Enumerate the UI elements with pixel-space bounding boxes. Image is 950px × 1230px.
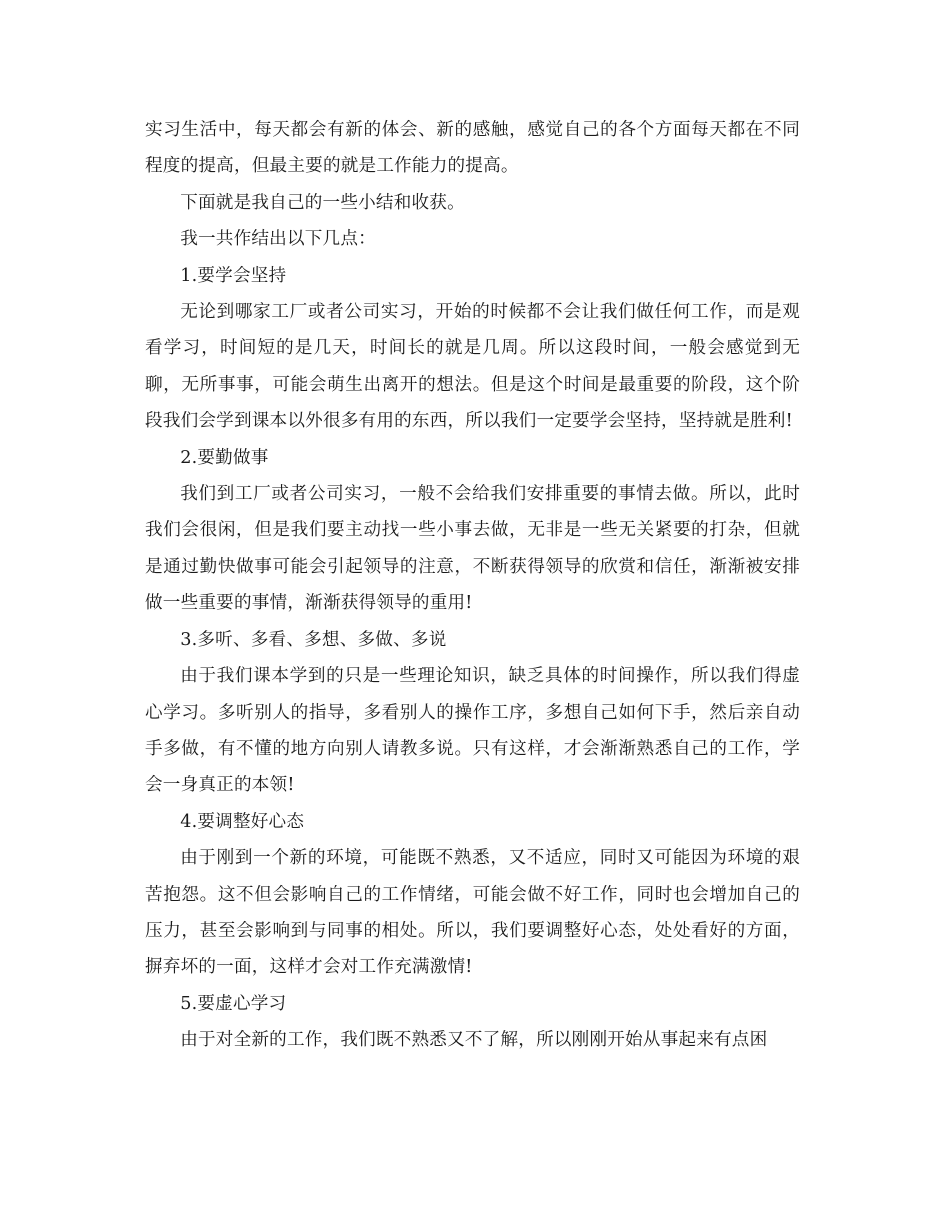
paragraph-points-lead: 我一共作结出以下几点：	[180, 229, 376, 250]
document-body	[145, 112, 800, 1059]
paragraph-section-2: 我们到工厂或者公司实习，一般不会给我们安排重要的事情去做。所以，此时我们会很闲，但是我们要主动找一些小事去做，无非是一些无关紧要的打杂，但就是通过勤快做事可能会引起领导的注意，不断获得领导的欣赏和信任，渐渐被安排做一些重要的事情，渐渐获得领导的重用!	[145, 484, 800, 614]
paragraph-intro: 实习生活中，每天都会有新的体会、新的感触，感觉自己的各个方面每天都在不同程度的提高，但最主要的就是工作能力的提高。	[145, 120, 800, 177]
paragraph-summary-lead: 下面就是我自己的一些小结和收获。	[180, 192, 465, 213]
section-heading-1: 1.要学会坚持	[180, 265, 287, 286]
section-heading-5: 5.要虚心学习	[180, 993, 287, 1014]
section-heading-2: 2.要勤做事	[180, 447, 269, 468]
section-heading-3: 3.多听、多看、多想、多做、多说	[180, 629, 447, 650]
paragraph-section-5: 由于对全新的工作，我们既不熟悉又不了解，所以刚刚开始从事起来有点困	[180, 1030, 768, 1051]
section-heading-4: 4.要调整好心态	[180, 811, 305, 832]
paragraph-section-1: 无论到哪家工厂或者公司实习，开始的时候都不会让我们做任何工作，而是观看学习，时间短的是几天，时间长的就是几周。所以这段时间，一般会感觉到无聊，无所事事，可能会萌生出离开的想法。但是这个时间是最重要的阶段，这个阶段我们会学到课本以外很多有用的东西，所以我们一定要学会坚持，坚持就是胜利!	[145, 302, 800, 432]
paragraph-section-4: 由于刚到一个新的环境，可能既不熟悉，又不适应，同时又可能因为环境的艰苦抱怨。这不但会影响自己的工作情绪，可能会做不好工作，同时也会增加自己的压力，甚至会影响到与同事的相处。所以，我们要调整好心态，处处看好的方面，摒弃坏的一面，这样才会对工作充满激情!	[145, 848, 800, 978]
paragraph-section-3: 由于我们课本学到的只是一些理论知识，缺乏具体的时间操作，所以我们得虚心学习。多听别人的指导，多看别人的操作工序，多想自己如何下手，然后亲自动手多做，有不懂的地方向别人请教多说。只有这样，才会渐渐熟悉自己的工作，学会一身真正的本领!	[145, 666, 800, 796]
